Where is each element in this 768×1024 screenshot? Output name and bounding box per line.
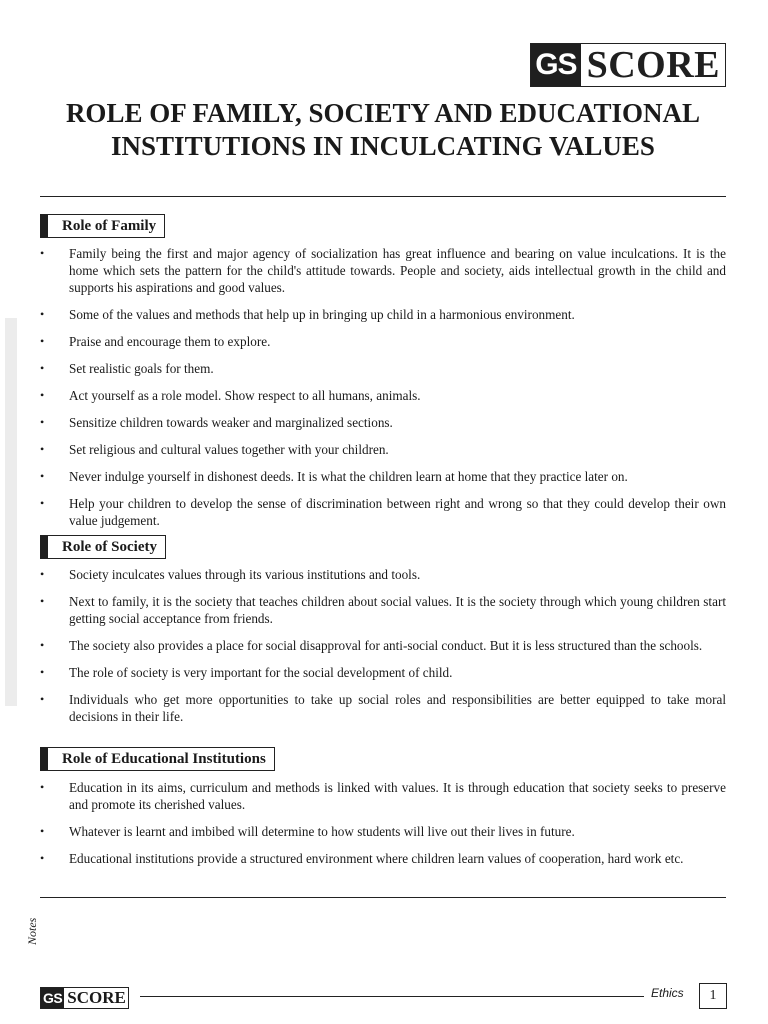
list-item: • Praise and encourage them to explore. [40, 333, 726, 350]
list-item: • Act yourself as a role model. Show respect to all humans, animals. [40, 387, 726, 404]
list-item: • The society also provides a place for social disapproval for anti-social conduct. But it is less structured than the schools. [40, 637, 726, 654]
gs-score-logo [530, 43, 726, 87]
notes-label: Notes [25, 917, 39, 945]
list-item: • Family being the first and major agency of socialization has great influence and bearing on value inculcations. It is the home which sets the pattern for the child's attitude towards. People and society, aids intellectual growth in the child and supports his aspirations and good values. [40, 245, 726, 296]
list-item: • Some of the values and methods that help up in bringing up child in a harmonious environment. [40, 306, 726, 323]
list-item: • Set realistic goals for them. [40, 360, 726, 377]
family-list [40, 245, 726, 529]
title-rule [40, 196, 726, 197]
logo-gs: GS [531, 44, 580, 86]
section-heading-education: Role of Educational Institutions [40, 747, 275, 771]
list-item: • Sensitize children towards weaker and marginalized sections. [40, 414, 726, 431]
list-item: • Help your children to develop the sense of discrimination between right and wrong so that they could develop their own value judgement. [40, 495, 726, 529]
section-heading-society: Role of Society [40, 535, 166, 559]
page-title: ROLE OF FAMILY, SOCIETY AND EDUCATIONAL INSTITUTIONS IN INCULCATING VALUES [65, 98, 701, 161]
bottom-rule [40, 897, 726, 898]
footer-subject: Ethics [651, 986, 684, 1000]
education-list [40, 779, 726, 867]
logo-score: SCORE [586, 44, 720, 86]
page-number: 1 [699, 983, 727, 1009]
list-item: • Never indulge yourself in dishonest deeds. It is what the children learn at home that they practice later on. [40, 468, 726, 485]
section-heading-family: Role of Family [40, 214, 165, 238]
society-list [40, 566, 726, 725]
list-item: • Education in its aims, curriculum and methods is linked with values. It is through education that society seeks to preserve and promote its cherished values. [40, 779, 726, 813]
footer-logo-score: SCORE [67, 988, 126, 1007]
footer-logo [40, 987, 129, 1009]
list-item: • Set religious and cultural values together with your children. [40, 441, 726, 458]
footer-logo-gs: GS [43, 990, 63, 1006]
margin-strip [5, 318, 17, 706]
list-item: • Individuals who get more opportunities to take up social roles and responsibilities are better equipped to take moral decisions in their life. [40, 691, 726, 725]
list-item: • Whatever is learnt and imbibed will determine to how students will live out their lives in future. [40, 823, 726, 840]
list-item: • Educational institutions provide a structured environment where children learn values of cooperation, hard work etc. [40, 850, 726, 867]
footer-line [140, 996, 644, 997]
list-item: • Next to family, it is the society that teaches children about social values. It is the society through which young children start getting social acceptance from friends. [40, 593, 726, 627]
list-item: • The role of society is very important for the social development of child. [40, 664, 726, 681]
list-item: • Society inculcates values through its various institutions and tools. [40, 566, 726, 583]
